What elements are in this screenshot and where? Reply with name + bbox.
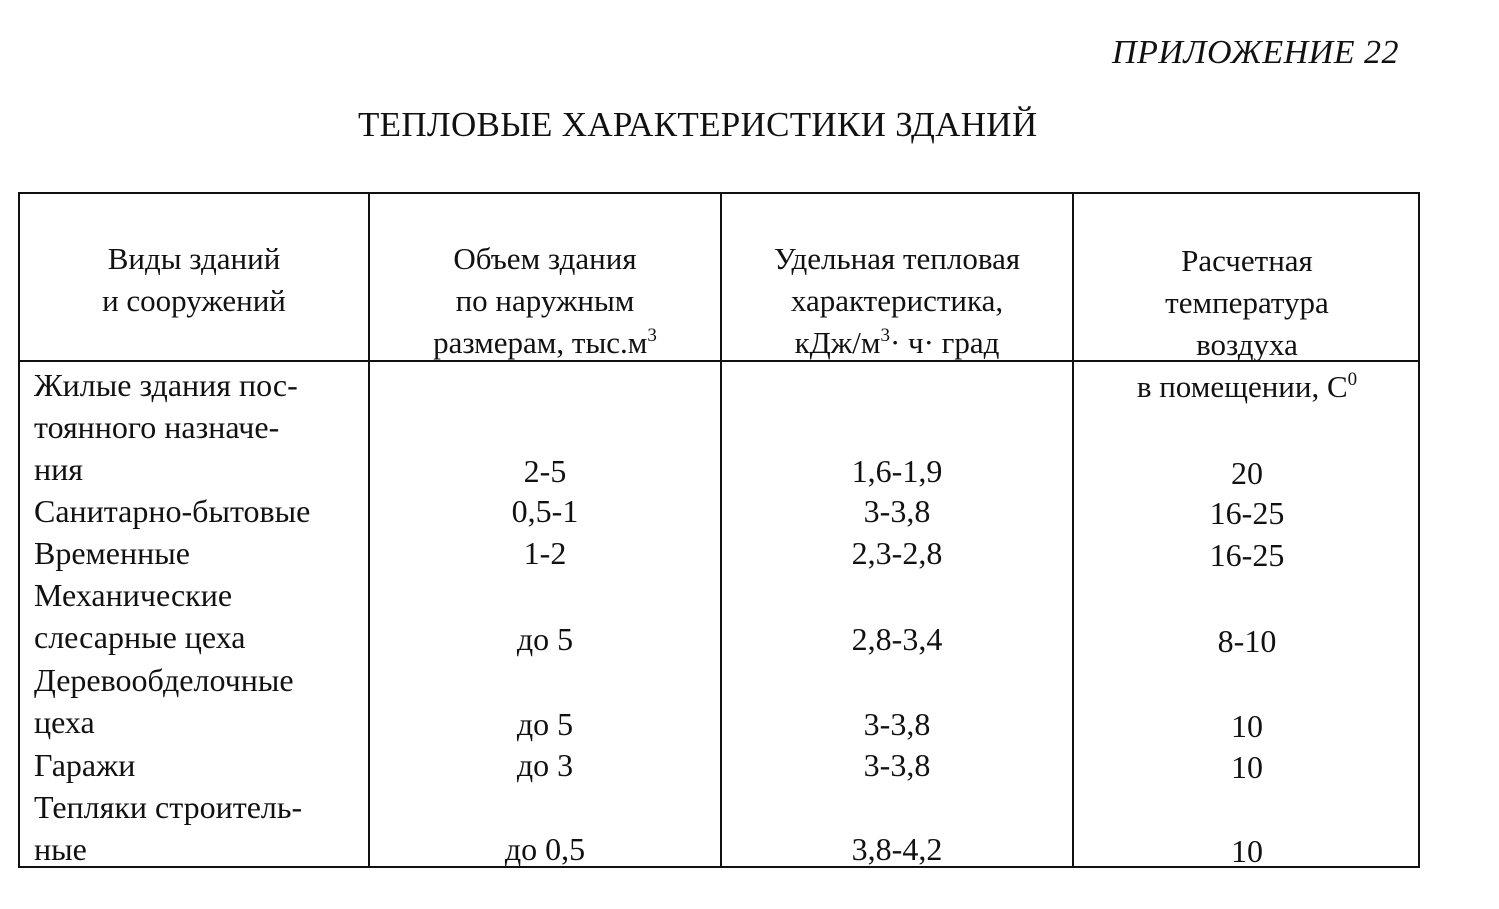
cell-building-type: Жилые здания пос- тоянного назначе- ния <box>34 367 298 487</box>
cell-building-type: Тепляки строитель- ные <box>34 789 303 867</box>
cell-volume: до 5 <box>516 706 574 742</box>
appendix-label: ПРИЛОЖЕНИЕ 22 <box>1112 34 1399 71</box>
cell-temperature: 10 <box>1231 833 1263 869</box>
header-specific-units: · ч· град <box>889 325 1000 360</box>
header-temperature <box>1074 198 1420 408</box>
page-title: ТЕПЛОВЫЕ ХАРАКТЕРИСТИКИ ЗДАНИЙ <box>358 105 1038 144</box>
cell-volume: 2-5 <box>523 453 567 489</box>
cell-temperature: 10 <box>1231 708 1263 744</box>
header-building-type <box>20 196 368 322</box>
header-temperature-text: Расчетная температура воздуха в помещении, С <box>1136 243 1348 404</box>
cell-temperature: 8-10 <box>1217 623 1277 659</box>
header-volume-sup: 3 <box>647 325 657 346</box>
cell-specific: 3-3,8 <box>863 747 931 783</box>
cell-volume: до 3 <box>516 747 574 783</box>
cell-volume: до 0,5 <box>504 831 586 867</box>
header-specific-characteristic <box>722 196 1072 364</box>
cell-specific: 3-3,8 <box>863 706 931 742</box>
cell-temperature: 10 <box>1231 749 1263 785</box>
cell-building-type: Временные <box>34 535 190 571</box>
cell-specific: 2,8-3,4 <box>851 621 943 657</box>
cell-volume: 0,5-1 <box>511 493 579 529</box>
cell-building-type: Механические слесарные цеха <box>34 577 246 655</box>
header-building-type-text: Виды зданий и сооружений <box>102 241 286 318</box>
cell-building-type: Деревообделочные цеха <box>34 662 294 740</box>
cell-building-type: Гаражи <box>34 747 136 783</box>
cell-specific: 1,6-1,9 <box>851 453 943 489</box>
cell-specific: 2,3-2,8 <box>851 535 943 571</box>
header-temperature-sup: 0 <box>1347 369 1358 390</box>
header-specific-sup: 3 <box>880 325 890 346</box>
header-specific-text: Удельная тепловая характеристика, кДж/м <box>773 241 1021 360</box>
cell-specific: 3-3,8 <box>863 493 931 529</box>
header-volume-text: Объем здания по наружным размерам, тыс.м <box>433 241 648 360</box>
cell-temperature: 16-25 <box>1209 495 1285 531</box>
cell-temperature: 20 <box>1231 455 1263 491</box>
cell-volume: 1-2 <box>523 535 567 571</box>
header-volume <box>370 196 720 364</box>
cell-temperature: 16-25 <box>1209 537 1285 573</box>
thermal-characteristics-table <box>18 192 1420 868</box>
cell-specific: 3,8-4,2 <box>851 831 943 867</box>
cell-building-type: Санитарно-бытовые <box>34 493 311 529</box>
cell-volume: до 5 <box>516 621 574 657</box>
